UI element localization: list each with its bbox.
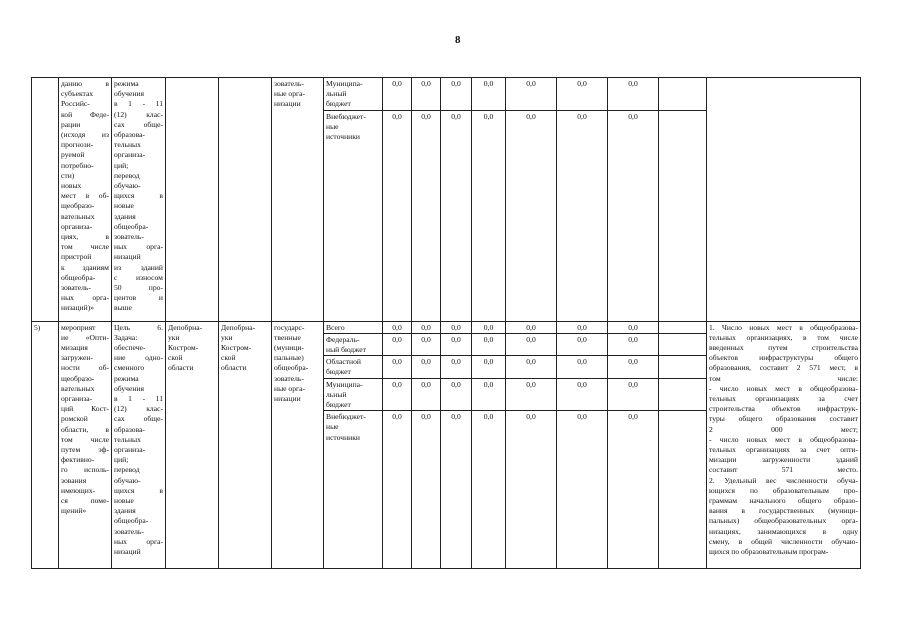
text-line: ные xyxy=(326,422,339,432)
value-cell: 0,0 xyxy=(506,411,557,569)
text-line: Внебюджет- xyxy=(326,412,366,422)
text-line: зователь- xyxy=(61,283,91,293)
goal-task-cell xyxy=(112,321,166,569)
text-line: выше xyxy=(114,303,132,313)
text-line: режима xyxy=(114,373,139,383)
text-line: строительства объектов инфраструк- xyxy=(709,404,858,414)
value-cell: 0,0 xyxy=(608,411,659,569)
value-cell: 0,0 xyxy=(441,110,472,321)
value-cell: 0,0 xyxy=(383,78,412,111)
text-line: тельных xyxy=(114,140,141,150)
text-line: сах обще- xyxy=(114,414,163,424)
value-cell: 0,0 xyxy=(441,78,472,111)
text-line: зователь- xyxy=(274,79,304,88)
value-cell: 0,0 xyxy=(608,78,659,111)
text-line: бюджет xyxy=(326,400,351,410)
value-cell: 0,0 xyxy=(472,356,506,378)
text-line: центов и xyxy=(114,293,163,303)
value-cell: 0,0 xyxy=(506,378,557,411)
value-cell: 0,0 xyxy=(506,333,557,355)
value-cell: 0,0 xyxy=(472,110,506,321)
text-line: Депобрна- xyxy=(221,322,256,332)
text-line: организа- xyxy=(114,445,146,455)
value-cell: 0,0 xyxy=(557,110,608,321)
participants-cell xyxy=(272,78,324,322)
text-line: 2. Удельный вес численности обуча- xyxy=(709,475,858,485)
text-line: (муници- xyxy=(274,343,304,353)
funding-source-cell xyxy=(324,78,383,111)
value-cell: 0,0 xyxy=(412,356,441,378)
text-line: зования xyxy=(61,475,87,485)
coexecutor-cell xyxy=(219,321,272,569)
text-line: Областной xyxy=(326,357,361,367)
text-line: ций; xyxy=(114,455,129,465)
value-cell: 0,0 xyxy=(557,333,608,355)
value-cell: 0,0 xyxy=(383,411,412,569)
text-line: ных орга- xyxy=(114,242,163,252)
empty-cell xyxy=(659,356,707,378)
text-line: бюджет xyxy=(326,367,351,377)
text-line: мероприят xyxy=(61,322,96,332)
funding-source-cell xyxy=(324,411,383,569)
text-line: низаций xyxy=(114,547,141,557)
value-cell: 0,0 xyxy=(383,110,412,321)
funding-source-cell xyxy=(324,110,383,321)
text-line: вательных xyxy=(61,383,95,393)
value-cell: 0,0 xyxy=(472,333,506,355)
text-line: области xyxy=(221,363,247,373)
text-line: источники xyxy=(326,432,360,442)
coexecutor-cell xyxy=(219,78,272,322)
text-line: тельных организациях, в том числе xyxy=(709,332,858,342)
text-line: общеобра- xyxy=(274,363,309,373)
text-line: общеобра- xyxy=(114,516,149,526)
funding-source-cell xyxy=(324,333,383,355)
text-line: Костром- xyxy=(168,343,199,353)
text-line: обеспече- xyxy=(114,343,146,353)
text-line: объектов инфраструктуры общего xyxy=(709,353,858,363)
text-line: мест в об- xyxy=(61,191,109,201)
text-line: перевод xyxy=(114,170,140,180)
text-line: руемой xyxy=(61,150,85,160)
indicators-cell xyxy=(707,321,861,569)
text-line: 2 000 мест; xyxy=(709,424,858,434)
value-cell: 0,0 xyxy=(472,78,506,111)
value-cell: 0,0 xyxy=(383,356,412,378)
text-line: зователь- xyxy=(114,526,144,536)
text-line: (исходя из xyxy=(61,130,109,140)
text-line: циях, в xyxy=(61,232,109,242)
value-cell: 0,0 xyxy=(412,411,441,569)
measure-name-cell xyxy=(59,321,112,569)
value-cell: 0,0 xyxy=(412,378,441,411)
text-line: уки xyxy=(221,332,233,342)
text-line: Задача: xyxy=(114,332,138,342)
text-line: Костром- xyxy=(221,343,252,353)
value-cell: 0,0 xyxy=(506,110,557,321)
text-line: обучения xyxy=(114,383,144,393)
text-line: ные орга- xyxy=(274,383,306,393)
text-line: льный xyxy=(326,89,347,99)
value-cell: 0,0 xyxy=(608,110,659,321)
text-line: организа- xyxy=(61,394,93,404)
budget-table xyxy=(31,77,861,569)
text-line: с износом xyxy=(114,272,163,282)
funding-source-cell xyxy=(324,356,383,378)
text-line: щеобразо- xyxy=(61,201,95,211)
text-line: ный бюджет xyxy=(326,345,366,355)
text-line: - число новых мест в общеобразова- xyxy=(709,383,858,393)
text-line: сти) xyxy=(61,170,75,180)
text-line: щихся в xyxy=(114,485,163,495)
indicators-cell xyxy=(707,78,861,322)
text-line: в 1 - 11 xyxy=(114,99,163,109)
text-line: фективно- xyxy=(61,455,95,465)
value-cell: 0,0 xyxy=(506,78,557,111)
text-line: бюджет xyxy=(326,99,351,109)
text-line: щеобразо- xyxy=(61,373,95,383)
value-cell: 0,0 xyxy=(383,333,412,355)
text-line: обучаю- xyxy=(114,181,141,191)
text-line: низации xyxy=(274,99,301,109)
table-row xyxy=(32,321,861,333)
text-line: уки xyxy=(168,332,180,342)
text-line: твенные xyxy=(274,332,301,342)
text-line: образова- xyxy=(114,424,145,434)
text-line: прогнози- xyxy=(61,140,94,150)
text-line: потребно- xyxy=(61,160,94,170)
value-cell: 0,0 xyxy=(412,78,441,111)
text-line: туры общего образования составит xyxy=(709,414,858,424)
text-line: щихся в xyxy=(114,191,163,201)
row-number-cell xyxy=(32,78,59,322)
text-line: том числе: xyxy=(709,373,858,383)
funding-source-cell xyxy=(324,378,383,411)
text-line: к зданиям xyxy=(61,262,109,272)
executor-cell xyxy=(166,78,219,322)
text-line: новые xyxy=(114,201,134,211)
text-line: путем эф- xyxy=(61,445,109,455)
text-line: пальных) общеобразовательных орга- xyxy=(709,516,858,526)
text-line: смену, в общей численности обучаю- xyxy=(709,536,858,546)
text-line: том числе xyxy=(61,242,109,252)
text-line: ных орга- xyxy=(61,293,109,303)
value-cell: 0,0 xyxy=(506,356,557,378)
text-line: ные xyxy=(326,121,339,131)
value-cell: 0,0 xyxy=(441,356,472,378)
text-line: зователь- xyxy=(274,373,304,383)
text-line: Федераль- xyxy=(326,334,360,344)
empty-cell xyxy=(659,378,707,411)
text-line: льный xyxy=(326,389,347,399)
text-line: том числе xyxy=(61,434,109,444)
text-line: ющихся по образовательным про- xyxy=(709,485,858,495)
text-line: пальные) xyxy=(274,353,304,363)
text-line: введенных путем строительства xyxy=(709,343,858,353)
text-line: 1. Число новых мест в общеобразова- xyxy=(709,322,858,332)
text-line: пристрой xyxy=(61,252,92,262)
value-cell: 0,0 xyxy=(557,378,608,411)
goal-task-cell xyxy=(112,78,166,322)
text-line: вательных xyxy=(61,211,95,221)
text-line: Муниципа- xyxy=(326,379,363,389)
text-line: низации xyxy=(274,394,301,404)
empty-cell xyxy=(659,333,707,355)
empty-cell xyxy=(659,110,707,321)
text-line: 50 про- xyxy=(114,283,163,293)
value-cell: 0,0 xyxy=(441,321,472,333)
text-line: Российс- xyxy=(61,99,90,109)
participants-cell xyxy=(272,321,324,569)
funding-source-cell xyxy=(324,321,383,333)
value-cell: 0,0 xyxy=(608,333,659,355)
text-line: государс- xyxy=(274,322,305,332)
text-line: (12) клас- xyxy=(114,404,163,414)
text-line: Депобрна- xyxy=(168,322,203,332)
text-line: источники xyxy=(326,132,360,142)
text-line: тельных xyxy=(114,434,141,444)
text-line: мизации загруженности зданий xyxy=(709,455,858,465)
value-cell: 0,0 xyxy=(441,333,472,355)
text-line: ных орга- xyxy=(114,536,163,546)
text-line: данию в xyxy=(61,79,109,88)
text-line: Внебюджет- xyxy=(326,111,366,121)
text-line: образования, составит 2 571 мест, в xyxy=(709,363,858,373)
value-cell: 0,0 xyxy=(472,411,506,569)
text-line: ние одно- xyxy=(114,353,163,363)
executor-cell xyxy=(166,321,219,569)
text-line: ций Кост- xyxy=(61,404,109,414)
value-cell: 0,0 xyxy=(608,378,659,411)
value-cell: 0,0 xyxy=(557,411,608,569)
text-line: обучаю- xyxy=(114,475,141,485)
text-line: области xyxy=(168,363,194,373)
value-cell: 0,0 xyxy=(557,321,608,333)
empty-cell xyxy=(659,411,707,569)
value-cell: 0,0 xyxy=(472,321,506,333)
text-line: Всего xyxy=(326,322,345,332)
text-line: тельных организациях за счет опти- xyxy=(709,445,858,455)
text-line: вания в государственных (муници- xyxy=(709,506,858,516)
text-line: здания xyxy=(114,211,136,221)
value-cell: 0,0 xyxy=(608,321,659,333)
text-line: ся поме- xyxy=(61,496,109,506)
text-line: ромской xyxy=(61,414,88,424)
text-line: перевод xyxy=(114,465,140,475)
text-line: - число новых мест в общеобразова- xyxy=(709,434,858,444)
value-cell: 0,0 xyxy=(557,356,608,378)
text-line: щихся по образовательным програм- xyxy=(709,547,829,557)
measure-name-cell xyxy=(59,78,112,322)
text-line: низаций xyxy=(114,252,141,262)
row-number-cell: 5) xyxy=(32,321,59,569)
value-cell: 0,0 xyxy=(441,378,472,411)
text-line: зователь- xyxy=(114,232,144,242)
empty-cell xyxy=(659,78,707,111)
table-row xyxy=(32,78,861,111)
text-line: ные орга- xyxy=(274,89,306,99)
empty-cell xyxy=(659,321,707,333)
text-line: ской xyxy=(221,353,236,363)
text-line: сменного xyxy=(114,363,145,373)
text-line: области, в xyxy=(61,424,109,434)
text-line: ской xyxy=(168,353,183,363)
value-cell: 0,0 xyxy=(608,356,659,378)
text-line: мизация xyxy=(61,343,88,353)
value-cell: 0,0 xyxy=(557,78,608,111)
value-cell: 0,0 xyxy=(412,333,441,355)
text-line: общеобра- xyxy=(114,221,149,231)
text-line: ие «Опти- xyxy=(61,332,109,342)
text-line: го исполь- xyxy=(61,465,109,475)
text-line: из зданий xyxy=(114,262,163,272)
value-cell: 0,0 xyxy=(506,321,557,333)
text-line: низациях, занимающихся в одну xyxy=(709,526,858,536)
text-line: граммам начального общего образо- xyxy=(709,496,858,506)
text-line: Муниципа- xyxy=(326,79,363,88)
text-line: общеобра- xyxy=(61,272,96,282)
text-line: кой Феде- xyxy=(61,109,109,119)
text-line: тельных организациях за счет xyxy=(709,394,858,404)
value-cell: 0,0 xyxy=(441,411,472,569)
value-cell: 0,0 xyxy=(383,378,412,411)
value-cell: 0,0 xyxy=(412,321,441,333)
text-line: низаций)» xyxy=(61,303,95,313)
text-line: загружен- xyxy=(61,353,93,363)
page-number: 8 xyxy=(455,34,461,46)
value-cell: 0,0 xyxy=(472,378,506,411)
value-cell: 0,0 xyxy=(412,110,441,321)
text-line: ности об- xyxy=(61,363,109,373)
text-line: новые xyxy=(114,496,134,506)
text-line: организа- xyxy=(114,150,146,160)
text-line: организа- xyxy=(61,221,93,231)
text-line: имеющих- xyxy=(61,485,96,495)
text-line: обучения xyxy=(114,89,144,99)
text-line: образова- xyxy=(114,130,145,140)
value-cell: 0,0 xyxy=(383,321,412,333)
text-line: (12) клас- xyxy=(114,109,163,119)
text-line: Цель 6. xyxy=(114,322,163,332)
text-line: составит 571 место. xyxy=(709,465,858,475)
text-line: рации xyxy=(61,119,81,129)
text-line: новых xyxy=(61,181,82,191)
text-line: режима xyxy=(114,79,139,88)
text-line: здания xyxy=(114,506,136,516)
text-line: ций; xyxy=(114,160,129,170)
text-line: в 1 - 11 xyxy=(114,394,163,404)
text-line: щений» xyxy=(61,506,87,516)
text-line: сах обще- xyxy=(114,119,163,129)
text-line: субъектах xyxy=(61,89,94,99)
